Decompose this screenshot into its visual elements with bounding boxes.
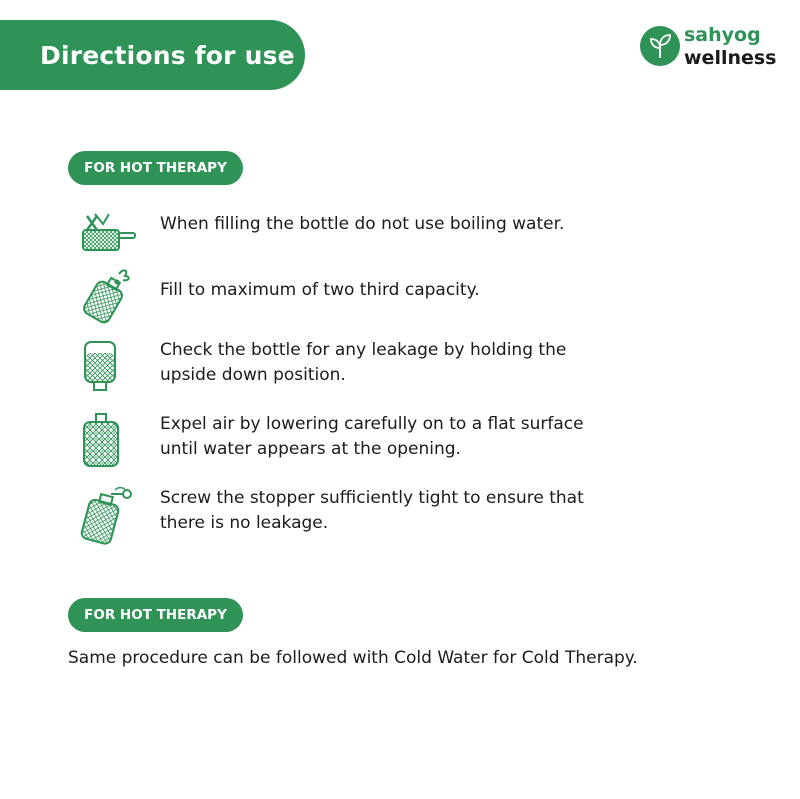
- step-text: [160, 486, 584, 536]
- step-line: there is no leakage.: [160, 513, 329, 533]
- step-line: Check the bottle for any leakage by holding the: [160, 340, 567, 360]
- step-5: [75, 486, 725, 548]
- step-line: Fill to maximum of two third capacity.: [160, 280, 480, 300]
- brand-logo: [640, 24, 790, 72]
- bottle-upside-down-icon: [75, 338, 137, 400]
- step-text: [160, 278, 480, 303]
- step-3: [75, 338, 725, 400]
- section-badge-hot-therapy: [68, 151, 243, 185]
- step-1: [75, 200, 725, 262]
- step-text: [160, 212, 564, 237]
- step-line: Expel air by lowering carefully on to a flat surface: [160, 414, 584, 434]
- step-text: [160, 338, 566, 388]
- bottle-stopper-icon: [75, 486, 137, 548]
- cold-therapy-note: Same procedure can be followed with Cold Water for Cold Therapy.: [68, 648, 638, 668]
- step-line: When filling the bottle do not use boiling water.: [160, 214, 565, 234]
- step-line: Screw the stopper sufficiently tight to ensure that: [160, 488, 584, 508]
- step-2: [75, 264, 725, 326]
- page-title: Directions for use: [40, 40, 295, 70]
- section-badge-hot-therapy-2: [68, 598, 243, 632]
- step-line: upside down position.: [160, 365, 346, 385]
- step-line: until water appears at the opening.: [160, 439, 461, 459]
- section-badge-label: FOR HOT THERAPY: [84, 607, 227, 623]
- bottle-fill-icon: [75, 264, 137, 326]
- step-4: [75, 412, 725, 474]
- pot-no-boil-icon: [75, 200, 137, 262]
- logo-wordmark-line2: wellness: [684, 47, 777, 69]
- header-banner: [0, 20, 305, 90]
- step-text: [160, 412, 584, 462]
- section-badge-label: FOR HOT THERAPY: [84, 160, 227, 176]
- sprout-icon: [640, 26, 680, 66]
- bottle-flat-icon: [75, 412, 137, 474]
- logo-wordmark-line1: sahyog: [684, 24, 761, 46]
